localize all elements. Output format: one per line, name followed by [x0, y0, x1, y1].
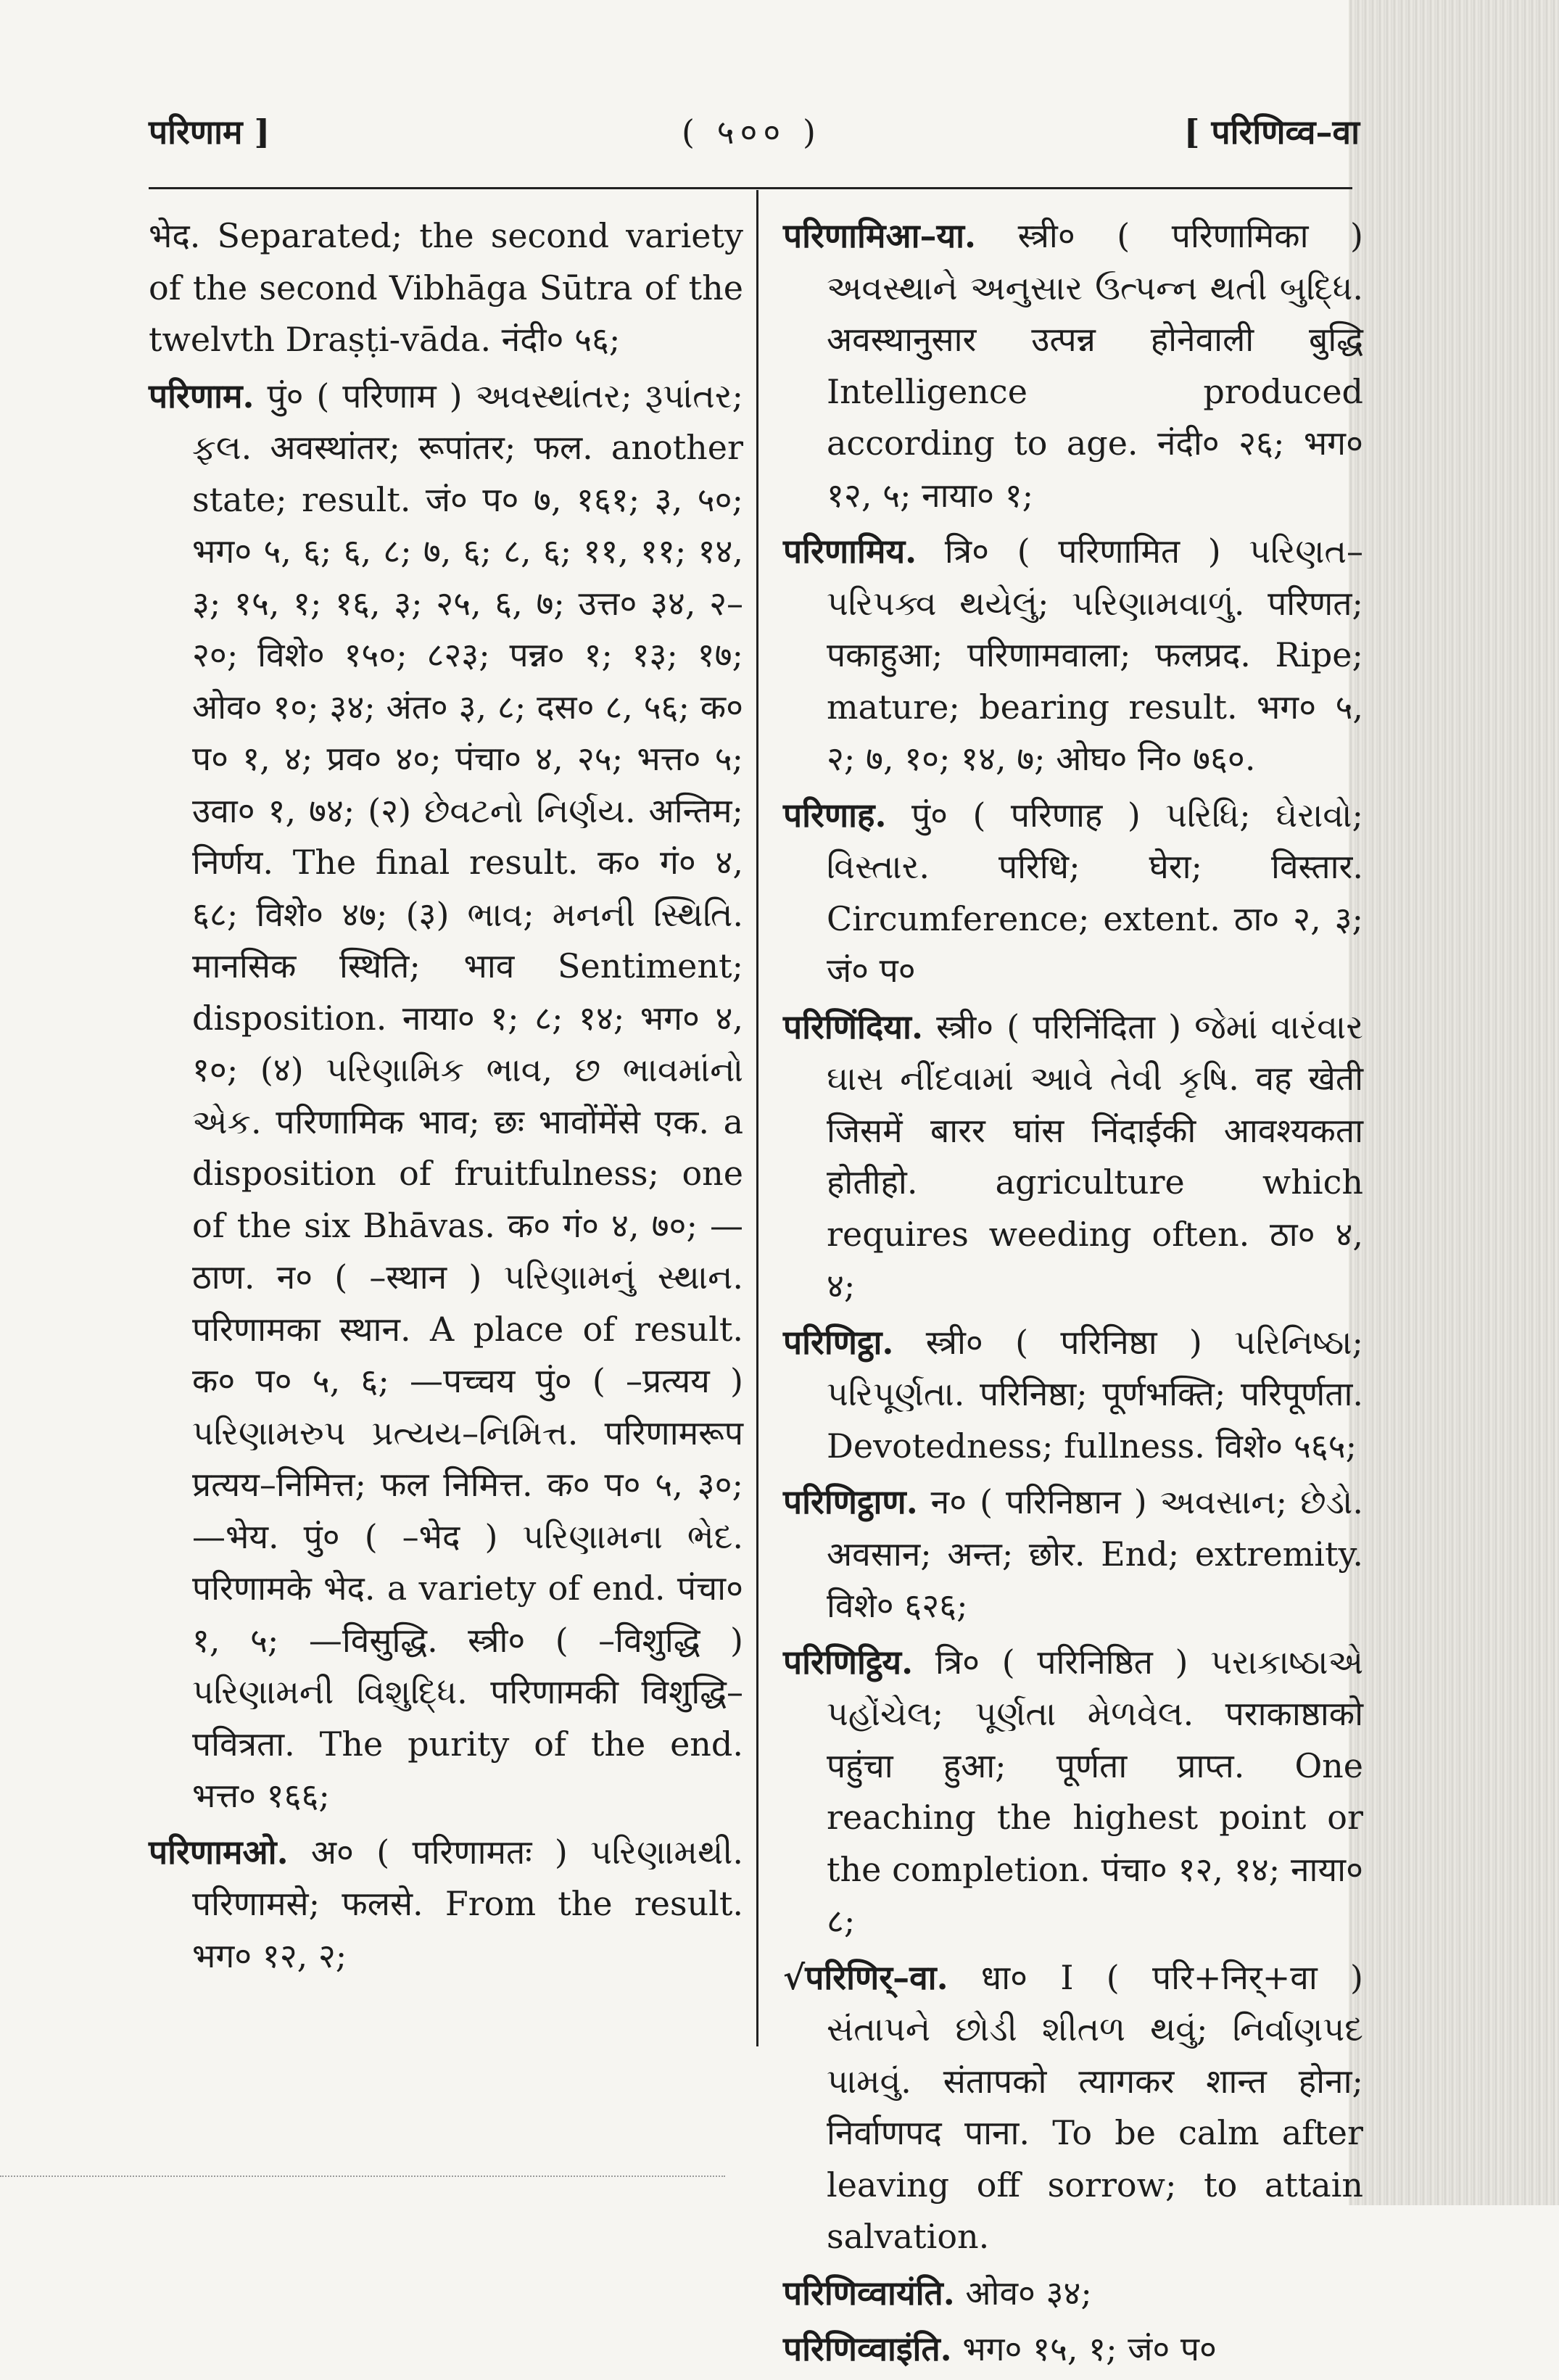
- entry-headword: परिणिव्वायंति.: [783, 2273, 955, 2313]
- entry-text: पुं० ( परिणाम ) અવસ્થાંતર; રૂપાંતર; ફલ. अवस्थांतर; रूपांतर; फल. another state; result. जं० प० ७, १६१; ३, ५०; भग० ५, ६; ६, ८; ७, ६; ८, ६; ११, ११; १४, ३; १५, १; १६, ३; २५, ६, ७; उत्त० ३४, २–२०; विशे० १५०; ८२३; पन्न० १; १३; १७; ओव० १०; ३४; अंत० ३, ८; दस० ८, ५६; क० प० १, ४; प्रव० ४०; पंचा० ४, २५; भत्त० ५; उवा० १, ७४; (२) છેવટનો નિર્ણય. अन्तिम; निर्णय. The final result. क० गं० ४, ६८; विशे० ४७; (३) ભાવ; મનની સ્થિતિ. मानसिक स्थिति; भाव Sentiment; disposition. नाया० १; ८; १४; भग० ४, १०; (४) પરિણામિક ભાવ, છ ભાવમાંનો એક. परिणामिक भाव; छः भावोंमेंसे एक. a disposition of fruitfulness; one of the six Bhāvas. क० गं० ४, ७०; —ठाण. न० ( –स्थान ) પરિણામનું સ્થાન. परिणामका स्थान. A place of result. क० प० ५, ६; —पच्चय पुं० ( –प्रत्यय ) પરિણામરુપ પ્રત્યય–નિમિત્ત. परिणामरूप प्रत्यय–निमित्त; फल निमित्त. क० प० ५, ३०; —भेय. पुं० ( –भेद ) પરિણામના ભેદ. परिणामके भेद. a variety of end. पंचा० १, ५; —विसुद्धि. स्त्री० ( –विशुद्धि ) પરિણામની વિશુદ્ધિ. परिणामकी विशुद्धि–पवित्रता. The purity of the end. भत्त० १६६;: [192, 376, 744, 1815]
- dictionary-entry: [783, 210, 1363, 521]
- page-edge-shadow: [1349, 0, 1559, 2205]
- entry-text: स्त्री० ( परिनिष्ठा ) પરિનિષ્ઠા; પરિપૂર્ણતા. परिनिष्ठा; पूर्णभक्ति; परिपूर्णता. Devotedness; fullness. विशे० ५६५;: [827, 1322, 1364, 1466]
- dictionary-entry: [783, 2323, 1363, 2376]
- dictionary-entry: [783, 1001, 1363, 1313]
- entry-text: न० ( परिनिष्ठान ) અવસાન; છેડો. अवसान; अन्त; छोर. End; extremity. विशे० ६२६;: [827, 1482, 1363, 1625]
- dictionary-entry: [783, 790, 1363, 997]
- header-right-guide-word: [ परिणिव्व–वा: [1183, 112, 1360, 152]
- entry-headword: परिणिंदिया.: [783, 1007, 923, 1046]
- entry-text: पुं० ( परिणाह ) પરિધિ; ઘેરાવો; વિસ્તાર. परिधि; घेरा; विस्तार. Circumference; extent. ठा० २, ३; जं० प०: [827, 795, 1364, 990]
- dictionary-entry: [783, 526, 1363, 785]
- right-column: [783, 210, 1363, 2380]
- entry-headword: √परिणिर्–वा.: [783, 1957, 948, 1997]
- header-rule: [149, 187, 1352, 189]
- header-left-guide-word: परिणाम ]: [149, 112, 270, 152]
- entry-headword: परिणिट्ठाण.: [783, 1482, 918, 1521]
- dictionary-entry: [149, 371, 743, 1822]
- scan-artifact-dotted-line: [0, 2176, 725, 2177]
- entry-headword: परिणिट्ठिय.: [783, 1642, 914, 1682]
- entry-text: भग० १५, १; जं० प०: [962, 2329, 1217, 2368]
- entry-text: भेद. Separated; the second variety of the second Vibhāga Sūtra of the twelvth Draṣṭi-vāda. नंदी० ५६;: [149, 216, 743, 359]
- column-divider: [756, 190, 758, 2046]
- dictionary-entry: [783, 2268, 1363, 2320]
- left-column: [149, 210, 743, 1986]
- dictionary-entry: [783, 1637, 1363, 1948]
- dictionary-entry: [783, 1476, 1363, 1632]
- entry-text: त्रि० ( परिनिष्ठित ) પરાકાષ્ઠાએ પહોંચેલ; પૂર્ણતા મેળવેલ. पराकाष्ठाको पहुंचा हुआ; पूर्णता प्राप्त. One reaching the highest point or the completion. पंचा० १२, १४; नाया० ८;: [827, 1642, 1363, 1941]
- entry-headword: परिणामिय.: [783, 532, 917, 571]
- entry-text: स्त्री० ( परिनिंदिता ) જેમાં વારંવાર ઘાસ નીંદવામાં આવે તેવી કૃષિ. वह खेती जिसमें बारर घांस निंदाईकी आवश्यकता होतीहो. agriculture which requires weeding often. ठा० ४, ४;: [827, 1007, 1363, 1305]
- entry-text: धा० I ( परि+निर्+वा ) સંતાપને છોડી શીતળ થવું; નિર્વાણપદ પામવું. संतापको त्यागकर शान्त होना; निर्वाणपद पाना. To be calm after leaving off sorrow; to attain salvation.: [827, 1957, 1363, 2256]
- dictionary-entry: [149, 210, 743, 366]
- entry-text: अ० ( परिणामतः ) પરિણામથી. परिणामसे; फलसे. From the result. भग० १२, २;: [192, 1832, 743, 1975]
- entry-text: त्रि० ( परिणामित ) પરિણત–પરિપક્વ થયેલું; પરિણામવાળું. परिणत; पकाहुआ; परिणामवाला; फलप्रद. Ripe; mature; bearing result. भग० ५, २; ७, १०; १४, ७; ओघ० नि० ७६०.: [827, 532, 1364, 778]
- entry-headword: परिणाम.: [149, 376, 255, 416]
- entry-headword: परिणामिआ–या.: [783, 216, 977, 255]
- dictionary-entry: [783, 1317, 1363, 1473]
- entry-headword: परिणामओ.: [149, 1832, 289, 1872]
- entry-text: स्त्री० ( परिणामिका ) અવસ્થાને અનુસાર ઉત્પન્ન થતી બુદ્ધિ. अवस्थानुसार उत्पन्न होनेवाली बुद्धि Intelligence produced according to age. नंदी० २६; भग० १२, ५; नाया० १;: [827, 216, 1364, 515]
- dictionary-entry: [783, 1952, 1363, 2263]
- entry-headword: परिणिट्ठा.: [783, 1322, 894, 1362]
- entry-text: ओव० ३४;: [965, 2273, 1092, 2313]
- entry-headword: परिणिव्वाइंति.: [783, 2329, 952, 2368]
- dictionary-entry: [149, 1827, 743, 1983]
- page-number: ( ५०० ): [682, 112, 822, 152]
- entry-headword: परिणाह.: [783, 795, 887, 835]
- running-header: [149, 109, 1360, 174]
